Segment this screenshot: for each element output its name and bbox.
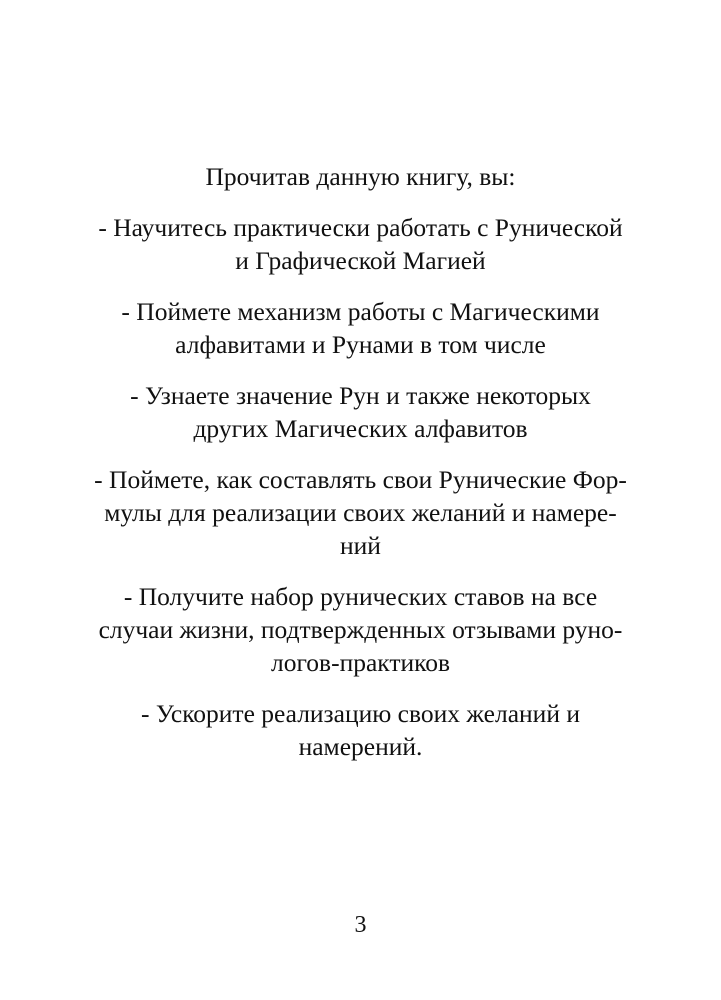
benefit-line: - Поймете механизм работы с Магическими (121, 297, 600, 326)
benefit-line: логов-практиков (270, 648, 451, 677)
benefit-line: - Поймете, как составлять свои Рунические Фор- (94, 465, 627, 494)
benefit-item-2 (60, 295, 661, 361)
benefit-line: алфавитами и Рунами в том числе (175, 330, 546, 359)
benefit-item-6 (60, 697, 661, 763)
benefit-line: мулы для реализации своих желаний и намере- (104, 498, 617, 527)
benefit-item-1 (60, 211, 661, 277)
benefit-line: - Ускорите реализацию своих желаний и (141, 699, 580, 728)
benefit-item-4 (60, 463, 661, 562)
benefit-line: и Графической Магией (235, 246, 486, 275)
benefit-item-5 (60, 580, 661, 679)
page-content (60, 160, 661, 781)
page-number: 3 (354, 912, 367, 938)
benefit-line: намерений. (298, 732, 423, 761)
benefit-line: случаи жизни, подтвержденных отзывами руно- (98, 615, 623, 644)
benefit-line: ний (340, 531, 381, 560)
benefit-line: - Узнаете значение Рун и также некоторых (130, 381, 591, 410)
benefit-line: - Научитесь практически работать с Рунической (98, 213, 623, 242)
benefit-item-3 (60, 379, 661, 445)
benefit-line: - Получите набор рунических ставов на все (123, 582, 598, 611)
intro-text: Прочитав данную книгу, вы: (205, 162, 516, 191)
benefit-line: других Магических алфавитов (193, 414, 528, 443)
